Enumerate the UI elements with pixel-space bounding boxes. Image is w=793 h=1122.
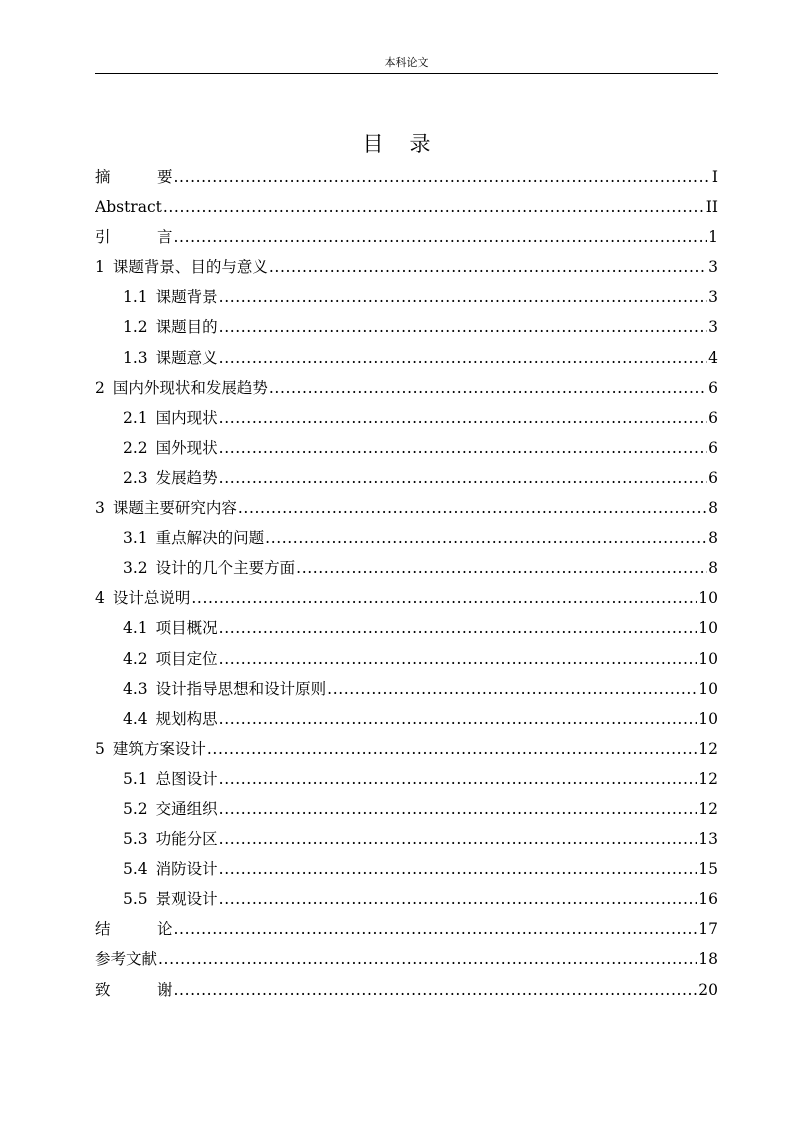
toc-entry-references[interactable] — [95, 944, 718, 974]
toc-entry-section-2-1[interactable] — [95, 403, 718, 433]
toc-entry-number: 5.5 — [123, 890, 148, 909]
toc-page-number: 15 — [698, 860, 718, 879]
toc-leader-dots — [269, 252, 707, 282]
toc-leader-dots — [269, 373, 707, 403]
toc-entry-label: 建筑方案设计 — [112, 739, 206, 758]
toc-entry-label: 课题背景、目的与意义 — [112, 258, 268, 277]
toc-entry-label: 课题背景 — [155, 288, 218, 307]
toc-page-number: 10 — [698, 619, 718, 638]
header-rule — [95, 73, 718, 74]
toc-entry-number: 2.3 — [123, 468, 148, 487]
toc-page-number: 3 — [708, 318, 718, 337]
toc-page-number: 6 — [708, 468, 718, 487]
toc-entry-label: Abstract — [95, 198, 162, 217]
toc-leader-dots — [296, 553, 707, 583]
toc-entry-label: 功能分区 — [155, 830, 218, 849]
running-header: 本科论文 — [384, 56, 429, 69]
toc-entry-label: 课题目的 — [155, 318, 218, 337]
toc-entry-abstract-en[interactable] — [95, 192, 718, 222]
toc-entry-section-1-3[interactable] — [95, 343, 718, 373]
toc-leader-dots — [219, 613, 698, 643]
toc-leader-dots — [219, 343, 707, 373]
toc-page-number: I — [711, 168, 718, 186]
toc-page-number: 10 — [698, 679, 718, 698]
toc-entry-number: 4 — [95, 589, 105, 608]
toc-leader-dots — [219, 282, 707, 312]
toc-entry-number: 4.4 — [123, 709, 148, 728]
toc-page-number: 1 — [708, 228, 718, 247]
toc-entry-number: 1.3 — [123, 348, 148, 367]
toc-entry-section-5-5[interactable] — [95, 884, 718, 914]
toc-entry-label: 设计总说明 — [112, 589, 191, 608]
toc-entry-section-2-3[interactable] — [95, 463, 718, 493]
toc-entry-abstract-cn[interactable] — [95, 162, 718, 192]
toc-entry-number: 1.2 — [123, 318, 148, 337]
toc-entry-section-4-1[interactable] — [95, 613, 718, 643]
toc-leader-dots — [219, 884, 698, 914]
toc-entry-number: 5.3 — [123, 830, 148, 849]
toc-page-number: 3 — [708, 288, 718, 307]
toc-entry-section-3-2[interactable] — [95, 553, 718, 583]
toc-page-number: 8 — [708, 499, 718, 518]
toc-page-number: 8 — [708, 559, 718, 578]
toc-entry-section-5-4[interactable] — [95, 854, 718, 884]
toc-entry-label: 消防设计 — [155, 860, 218, 879]
toc-page-number: 3 — [708, 258, 718, 277]
toc-page-number: 6 — [708, 408, 718, 427]
toc-leader-dots — [219, 644, 698, 674]
toc-page-number: 8 — [708, 529, 718, 548]
table-of-contents — [95, 162, 718, 1005]
toc-leader-dots — [219, 463, 707, 493]
toc-page-number: 18 — [698, 950, 718, 969]
toc-entry-label: 交通组织 — [155, 799, 218, 818]
toc-entry-label: 参考文献 — [95, 950, 158, 969]
toc-page-number: 6 — [708, 438, 718, 457]
toc-entry-label: 课题意义 — [155, 348, 218, 367]
toc-leader-dots — [174, 975, 698, 1005]
toc-entry-label: 景观设计 — [155, 890, 218, 909]
toc-leader-dots — [219, 704, 698, 734]
toc-entry-section-4-2[interactable] — [95, 644, 718, 674]
toc-entry-number: 1.1 — [123, 288, 148, 307]
toc-leader-dots — [219, 312, 707, 342]
toc-entry-chapter-2[interactable] — [95, 373, 718, 403]
toc-entry-label: 项目概况 — [155, 619, 218, 638]
toc-entry-label: 致 谢 — [95, 980, 173, 999]
toc-entry-label: 总图设计 — [155, 769, 218, 788]
toc-leader-dots — [163, 192, 705, 222]
toc-entry-chapter-5[interactable] — [95, 734, 718, 764]
toc-page-number: II — [705, 198, 718, 217]
toc-entry-label: 课题主要研究内容 — [112, 499, 237, 518]
toc-page-number: 12 — [698, 769, 718, 788]
toc-entry-label: 发展趋势 — [155, 468, 218, 487]
toc-entry-label: 国外现状 — [155, 438, 218, 457]
toc-leader-dots — [219, 794, 698, 824]
toc-leader-dots — [191, 583, 697, 613]
toc-page-number: 20 — [698, 980, 718, 999]
toc-entry-section-4-3[interactable] — [95, 674, 718, 704]
toc-entry-section-1-1[interactable] — [95, 282, 718, 312]
toc-entry-section-2-2[interactable] — [95, 433, 718, 463]
toc-entry-label: 设计指导思想和设计原则 — [155, 679, 327, 698]
toc-entry-label: 国内现状 — [155, 408, 218, 427]
toc-leader-dots — [207, 734, 697, 764]
toc-leader-dots — [219, 403, 707, 433]
toc-entry-chapter-4[interactable] — [95, 583, 718, 613]
toc-entry-section-4-4[interactable] — [95, 704, 718, 734]
toc-leader-dots — [219, 854, 698, 884]
toc-entry-number: 3 — [95, 499, 105, 518]
toc-leader-dots — [174, 222, 708, 252]
toc-entry-acknowledgements[interactable] — [95, 975, 718, 1005]
toc-leader-dots — [158, 944, 697, 974]
toc-entry-number: 4.2 — [123, 649, 148, 668]
toc-page-number: 17 — [698, 920, 718, 939]
toc-entry-number: 5.1 — [123, 769, 148, 788]
toc-entry-label: 规划构思 — [155, 709, 218, 728]
toc-entry-number: 2 — [95, 378, 105, 397]
toc-entry-chapter-3[interactable] — [95, 493, 718, 523]
toc-entry-section-5-2[interactable] — [95, 794, 718, 824]
toc-entry-number: 2.1 — [123, 408, 148, 427]
toc-entry-label: 结 论 — [95, 920, 173, 939]
toc-page-number: 13 — [698, 830, 718, 849]
toc-page-number: 12 — [698, 799, 718, 818]
toc-page-number: 10 — [698, 589, 718, 608]
toc-entry-label: 摘 要 — [95, 168, 173, 186]
toc-leader-dots — [327, 674, 697, 704]
toc-entry-number: 4.1 — [123, 619, 148, 638]
toc-entry-label: 设计的几个主要方面 — [155, 559, 296, 578]
toc-entry-section-1-2[interactable] — [95, 312, 718, 342]
toc-entry-label: 项目定位 — [155, 649, 218, 668]
toc-entry-section-5-3[interactable] — [95, 824, 718, 854]
toc-entry-number: 4.3 — [123, 679, 148, 698]
toc-entry-introduction[interactable] — [95, 222, 718, 252]
toc-title: 目录 — [362, 132, 457, 156]
toc-entry-label: 国内外现状和发展趋势 — [112, 378, 268, 397]
toc-leader-dots — [219, 764, 698, 794]
toc-entry-number: 5.4 — [123, 860, 148, 879]
toc-page-number: 10 — [698, 649, 718, 668]
toc-entry-chapter-1[interactable] — [95, 252, 718, 282]
toc-entry-number: 5.2 — [123, 799, 148, 818]
toc-page-number: 6 — [708, 378, 718, 397]
toc-page-number: 12 — [698, 739, 718, 758]
toc-entry-number: 5 — [95, 739, 105, 758]
toc-leader-dots — [265, 523, 707, 553]
toc-leader-dots — [219, 433, 707, 463]
toc-page-number: 4 — [708, 348, 718, 367]
toc-entry-conclusion[interactable] — [95, 914, 718, 944]
toc-leader-dots — [174, 914, 698, 944]
toc-entry-number: 3.1 — [123, 529, 148, 548]
toc-entry-number: 3.2 — [123, 559, 148, 578]
toc-leader-dots — [219, 824, 698, 854]
toc-entry-label: 引 言 — [95, 228, 173, 247]
toc-entry-number: 2.2 — [123, 438, 148, 457]
toc-entry-section-3-1[interactable] — [95, 523, 718, 553]
toc-entry-label: 重点解决的问题 — [155, 529, 265, 548]
toc-entry-section-5-1[interactable] — [95, 764, 718, 794]
toc-leader-dots — [174, 162, 711, 192]
toc-entry-number: 1 — [95, 258, 105, 277]
toc-page-number: 16 — [698, 890, 718, 909]
toc-leader-dots — [238, 493, 707, 523]
toc-page-number: 10 — [698, 709, 718, 728]
